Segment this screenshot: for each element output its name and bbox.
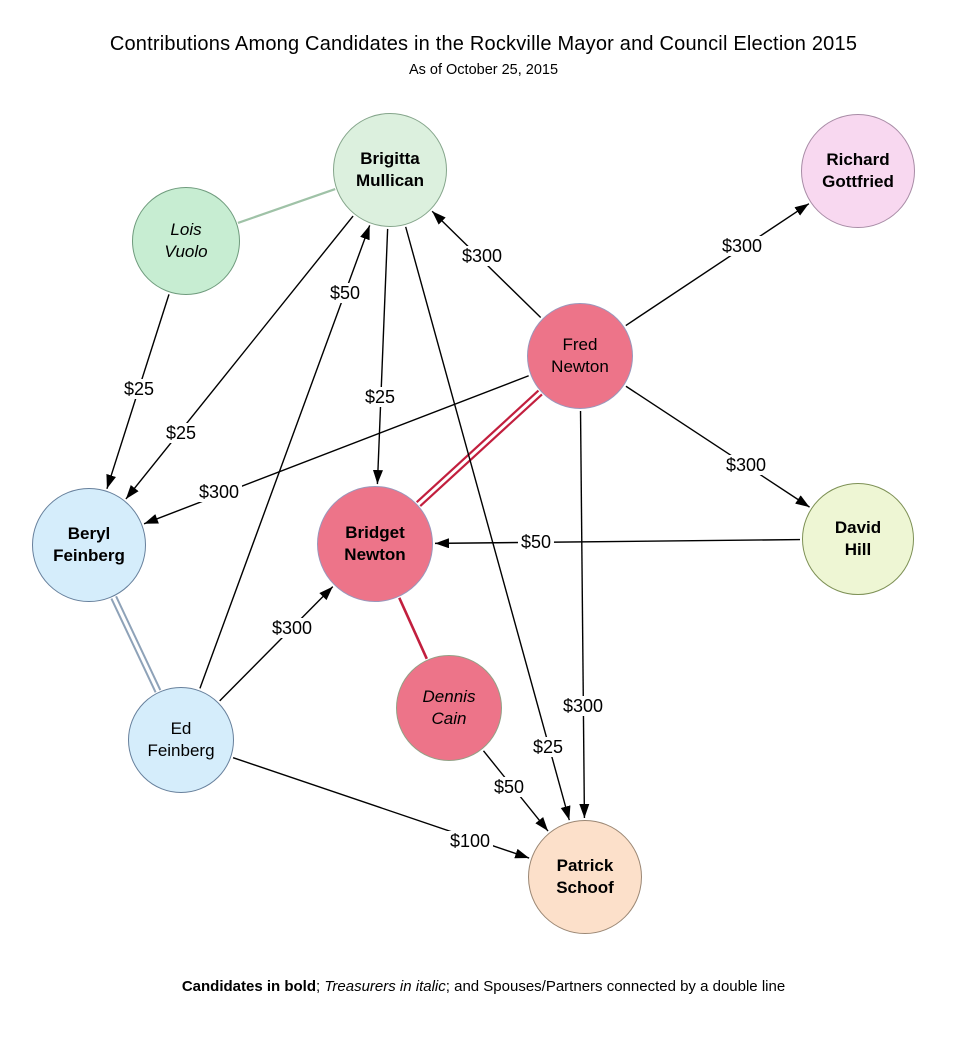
node-bridget-newton bbox=[317, 486, 433, 602]
edge-treasurer-link-lois-vuolo-brigitta-mullican bbox=[238, 189, 335, 223]
node-patrick-schoof bbox=[528, 820, 642, 934]
node-name-line2: Newton bbox=[344, 545, 406, 564]
node-name-line2: Cain bbox=[431, 709, 467, 728]
edge-amount-label-david-hill-bridget-newton: $50 bbox=[518, 532, 554, 552]
node-name-line2: Schoof bbox=[556, 878, 614, 897]
edge-amount-label-brigitta-mullican-bridget-newton: $25 bbox=[362, 387, 398, 407]
edge-amount-label-lois-vuolo-beryl-feinberg: $25 bbox=[121, 379, 157, 399]
node-name-line2: Hill bbox=[844, 540, 872, 559]
edge-amount-label-fred-newton-richard-gottfried: $300 bbox=[719, 236, 765, 256]
node-name-line1: Brigitta bbox=[360, 149, 420, 168]
node-ed-feinberg bbox=[128, 687, 234, 793]
edge-contribution-fred-newton-david-hill bbox=[626, 386, 810, 507]
node-name-line1: Richard bbox=[826, 150, 890, 169]
edge-contribution-fred-newton-patrick-schoof bbox=[581, 411, 585, 818]
edge-amount-label-brigitta-mullican-patrick-schoof: $25 bbox=[530, 737, 566, 757]
node-fred-newton bbox=[527, 303, 633, 409]
edge-contribution-ed-feinberg-bridget-newton bbox=[220, 587, 333, 701]
edge-contribution-brigitta-mullican-bridget-newton bbox=[377, 229, 387, 484]
edge-amount-label-ed-feinberg-brigitta-mullican: $50 bbox=[327, 283, 363, 303]
node-lois-vuolo bbox=[132, 187, 240, 295]
node-david-hill bbox=[802, 483, 914, 595]
node-name-line1: Lois bbox=[170, 220, 202, 239]
node-name-line1: Dennis bbox=[422, 687, 476, 706]
edge-amount-label-fred-newton-david-hill: $300 bbox=[723, 455, 769, 475]
legend-rest: ; and Spouses/Partners connected by a double line bbox=[445, 978, 786, 995]
node-name-line1: Ed bbox=[170, 719, 192, 738]
node-brigitta-mullican bbox=[333, 113, 447, 227]
node-name-line2: Gottfried bbox=[822, 172, 894, 191]
edge-amount-label-ed-feinberg-patrick-schoof: $100 bbox=[447, 831, 493, 851]
node-name-line2: Feinberg bbox=[147, 741, 215, 760]
edge-amount-label-brigitta-mullican-beryl-feinberg: $25 bbox=[163, 423, 199, 443]
node-name-line1: Fred bbox=[562, 335, 598, 354]
edge-spouse-link-beryl-feinberg-ed-feinberg bbox=[111, 599, 155, 693]
node-name-line1: Bridget bbox=[345, 523, 405, 542]
node-name-line1: Beryl bbox=[67, 524, 111, 543]
legend-treasurers: Treasurers in italic bbox=[324, 978, 446, 995]
edge-contribution-david-hill-bridget-newton bbox=[435, 540, 800, 544]
page-subtitle: As of October 25, 2015 bbox=[408, 62, 559, 78]
node-name-line1: Patrick bbox=[556, 856, 614, 875]
node-name-line1: David bbox=[834, 518, 882, 537]
node-name-line2: Mullican bbox=[355, 171, 424, 190]
node-dennis-cain bbox=[396, 655, 502, 761]
node-name-line2: Vuolo bbox=[164, 242, 208, 261]
page-title: Contributions Among Candidates in the Rockville Mayor and Council Election 2015 bbox=[109, 33, 858, 55]
node-name-line2: Feinberg bbox=[53, 546, 125, 565]
edge-spouse-link-beryl-feinberg-ed-feinberg bbox=[116, 596, 160, 690]
edge-contribution-fred-newton-richard-gottfried bbox=[626, 204, 809, 326]
legend-separator: ; bbox=[316, 978, 325, 995]
edge-amount-label-fred-newton-beryl-feinberg: $300 bbox=[196, 482, 242, 502]
node-richard-gottfried bbox=[801, 114, 915, 228]
edge-amount-label-fred-newton-patrick-schoof: $300 bbox=[560, 696, 606, 716]
edge-amount-label-ed-feinberg-bridget-newton: $300 bbox=[269, 618, 315, 638]
node-name-line2: Newton bbox=[551, 357, 609, 376]
edge-amount-label-dennis-cain-patrick-schoof: $50 bbox=[491, 777, 527, 797]
node-beryl-feinberg bbox=[32, 488, 146, 602]
edge-amount-label-fred-newton-brigitta-mullican: $300 bbox=[459, 246, 505, 266]
edge-treasurer-link-dennis-cain-bridget-newton bbox=[399, 598, 427, 659]
legend-candidates: Candidates in bold bbox=[181, 978, 316, 995]
